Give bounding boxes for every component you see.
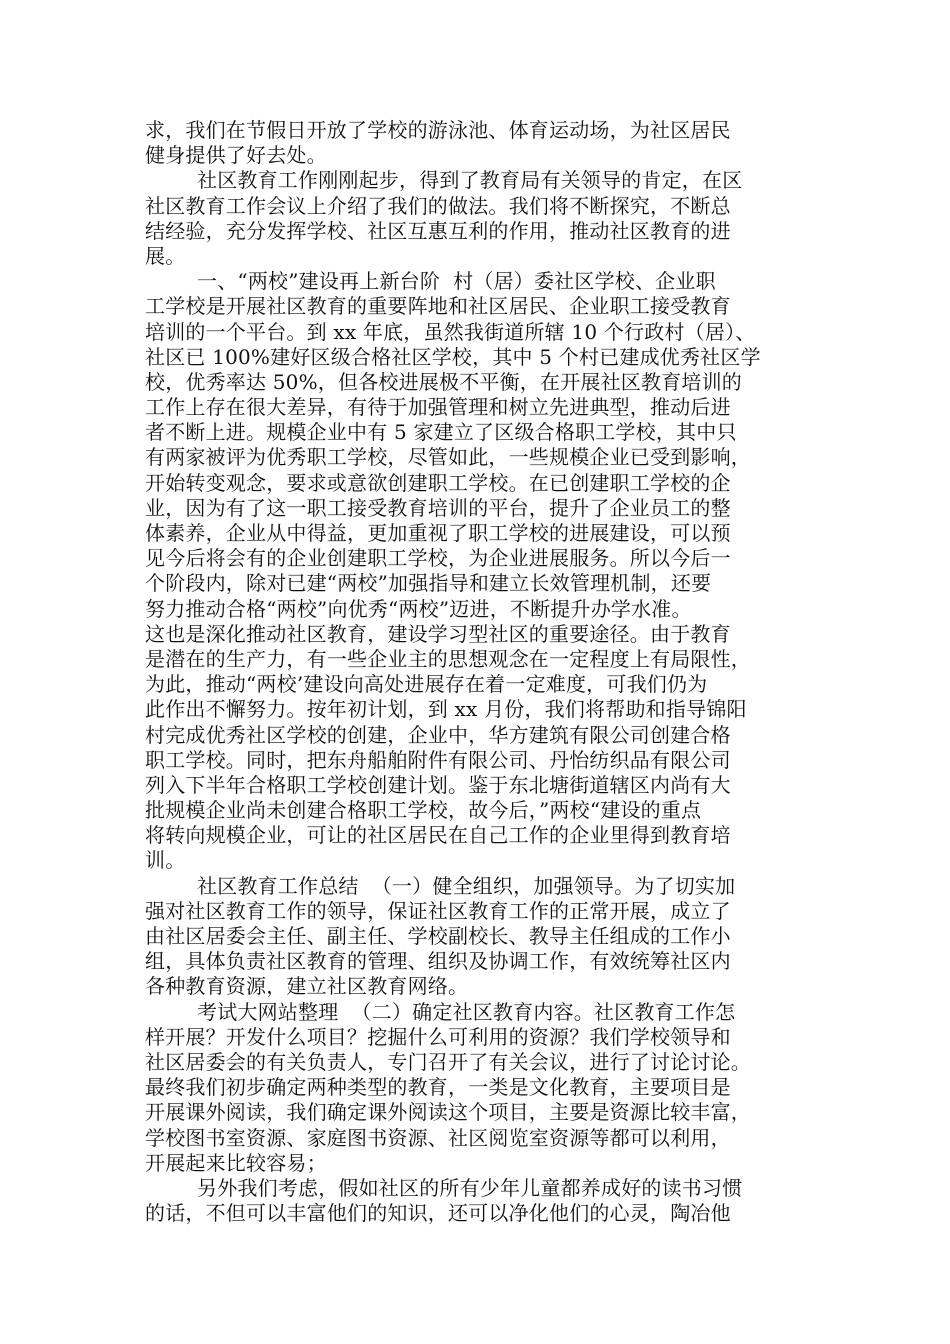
text-line: 社区居委会的有关负责人，专门召开了有关会议，进行了讨论讨论。 bbox=[145, 1049, 751, 1074]
text-line: 社区教育工作会议上介绍了我们的做法。我们将不断探究，不断总 bbox=[145, 193, 731, 218]
text-line: 业，因为有了这一职工接受教育培训的平台，提升了企业员工的整 bbox=[145, 495, 731, 520]
text-line: 展。 bbox=[145, 243, 186, 268]
text-line: 学校图书室资源、家庭图书资源、社区阅览室资源等都可以利用， bbox=[145, 1125, 731, 1150]
text-line: 组，具体负责社区教育的管理、组织及协调工作，有效统筹社区内 bbox=[145, 949, 731, 974]
text-line: 健身提供了好去处。 bbox=[145, 143, 327, 168]
text-line: 最终我们初步确定两种类型的教育，一类是文化教育，主要项目是 bbox=[145, 1075, 731, 1100]
paragraph-start-line: 另外我们考虑，假如社区的所有少年儿童都养成好的读书习惯 bbox=[197, 1175, 743, 1200]
text-line: 结经验，充分发挥学校、社区互惠互利的作用，推动社区教育的进 bbox=[145, 218, 731, 243]
document-body bbox=[145, 118, 810, 1226]
text-line: 由社区居委会主任、副主任、学校副校长、教导主任组成的工作小 bbox=[145, 924, 731, 948]
text-line: 这也是深化推动社区教育，建设学习型社区的重要途径。由于教育 bbox=[145, 621, 731, 646]
text-line: 村完成优秀社区学校的创建，企业中，华方建筑有限公司创建合格 bbox=[145, 722, 731, 747]
text-line: 样开展？开发什么项目？挖掘什么可利用的资源？我们学校领导和 bbox=[145, 1024, 731, 1049]
text-line: 此作出不懈努力。按年初计划，到 xx 月份，我们将帮助和指导锦阳 bbox=[145, 697, 747, 722]
text-line: 将转向规模企业，可让的社区居民在自己工作的企业里得到教育培 bbox=[145, 823, 731, 848]
text-line: 各种教育资源，建立社区教育网络。 bbox=[145, 974, 469, 999]
text-line: 培训的一个平台。到 xx 年底，虽然我街道所辖 10 个行政村（居）、 bbox=[145, 319, 756, 344]
text-line: 校，优秀率达 50%，但各校进展极不平衡，在开展社区教育培训的 bbox=[145, 369, 743, 394]
paragraph-start-line: 考试大网站整理 （二）确定社区教育内容。社区教育工作怎 bbox=[197, 999, 736, 1024]
text-line: 努力推动合格“两校”向优秀“两校”迈进，不断提升办学水准。 bbox=[145, 596, 692, 621]
text-line: 开展课外阅读，我们确定课外阅读这个项目，主要是资源比较丰富， bbox=[145, 1100, 751, 1125]
paragraph-start-line: 一、“两校”建设再上新台阶 村（居）委社区学校、企业职 bbox=[197, 269, 716, 294]
text-line: 职工学校。同时，把东舟船舶附件有限公司、丹怡纺织品有限公司 bbox=[145, 747, 731, 772]
text-line: 批规模企业尚未创建合格职工学校，故今后，”两校“建设的重点 bbox=[145, 798, 702, 823]
text-line: 开始转变观念，要求或意欲创建职工学校。在已创建职工学校的企 bbox=[145, 470, 731, 495]
text-line: 社区已 100%建好区级合格社区学校，其中 5 个村已建成优秀社区学 bbox=[145, 344, 761, 369]
text-line: 见今后将会有的企业创建职工学校，为企业进展服务。所以今后一 bbox=[145, 546, 731, 571]
text-line: 求，我们在节假日开放了学校的游泳池、体育运动场，为社区居民 bbox=[145, 118, 731, 142]
text-line: 的话，不但可以丰富他们的知识，还可以净化他们的心灵，陶冶他 bbox=[145, 1201, 731, 1226]
paragraph-start-line: 社区教育工作刚刚起步，得到了教育局有关领导的肯定，在区 bbox=[197, 168, 743, 193]
text-line: 是潜在的生产力，有一些企业主的思想观念在一定程度上有局限性， bbox=[145, 646, 751, 671]
text-line: 者不断上进。规模企业中有 5 家建立了区级合格职工学校，其中只 bbox=[145, 420, 737, 445]
text-line: 工作上存在很大差异，有待于加强管理和树立先进典型，推动后进 bbox=[145, 395, 731, 420]
text-line: 体素养，企业从中得益，更加重视了职工学校的进展建设，可以预 bbox=[145, 521, 731, 545]
text-line: 训。 bbox=[145, 848, 186, 873]
text-line: 列入下半年合格职工学校创建计划。鉴于东北塘街道辖区内尚有大 bbox=[145, 772, 731, 797]
text-line: 开展起来比较容易； bbox=[145, 1150, 327, 1175]
text-line: 个阶段内，除对已建“两校”加强指导和建立长效管理机制，还要 bbox=[145, 571, 712, 596]
text-line: 工学校是开展社区教育的重要阵地和社区居民、企业职工接受教育 bbox=[145, 294, 731, 319]
text-line: 有两家被评为优秀职工学校，尽管如此，一些规模企业已受到影响， bbox=[145, 445, 751, 470]
text-line: 强对社区教育工作的领导，保证社区教育工作的正常开展，成立了 bbox=[145, 898, 731, 923]
paragraph-start-line: 社区教育工作总结 （一）健全组织，加强领导。为了切实加 bbox=[197, 873, 736, 898]
text-line: 为此，推动“两校’建设向高处进展存在着一定难度，可我们仍为 bbox=[145, 672, 708, 697]
